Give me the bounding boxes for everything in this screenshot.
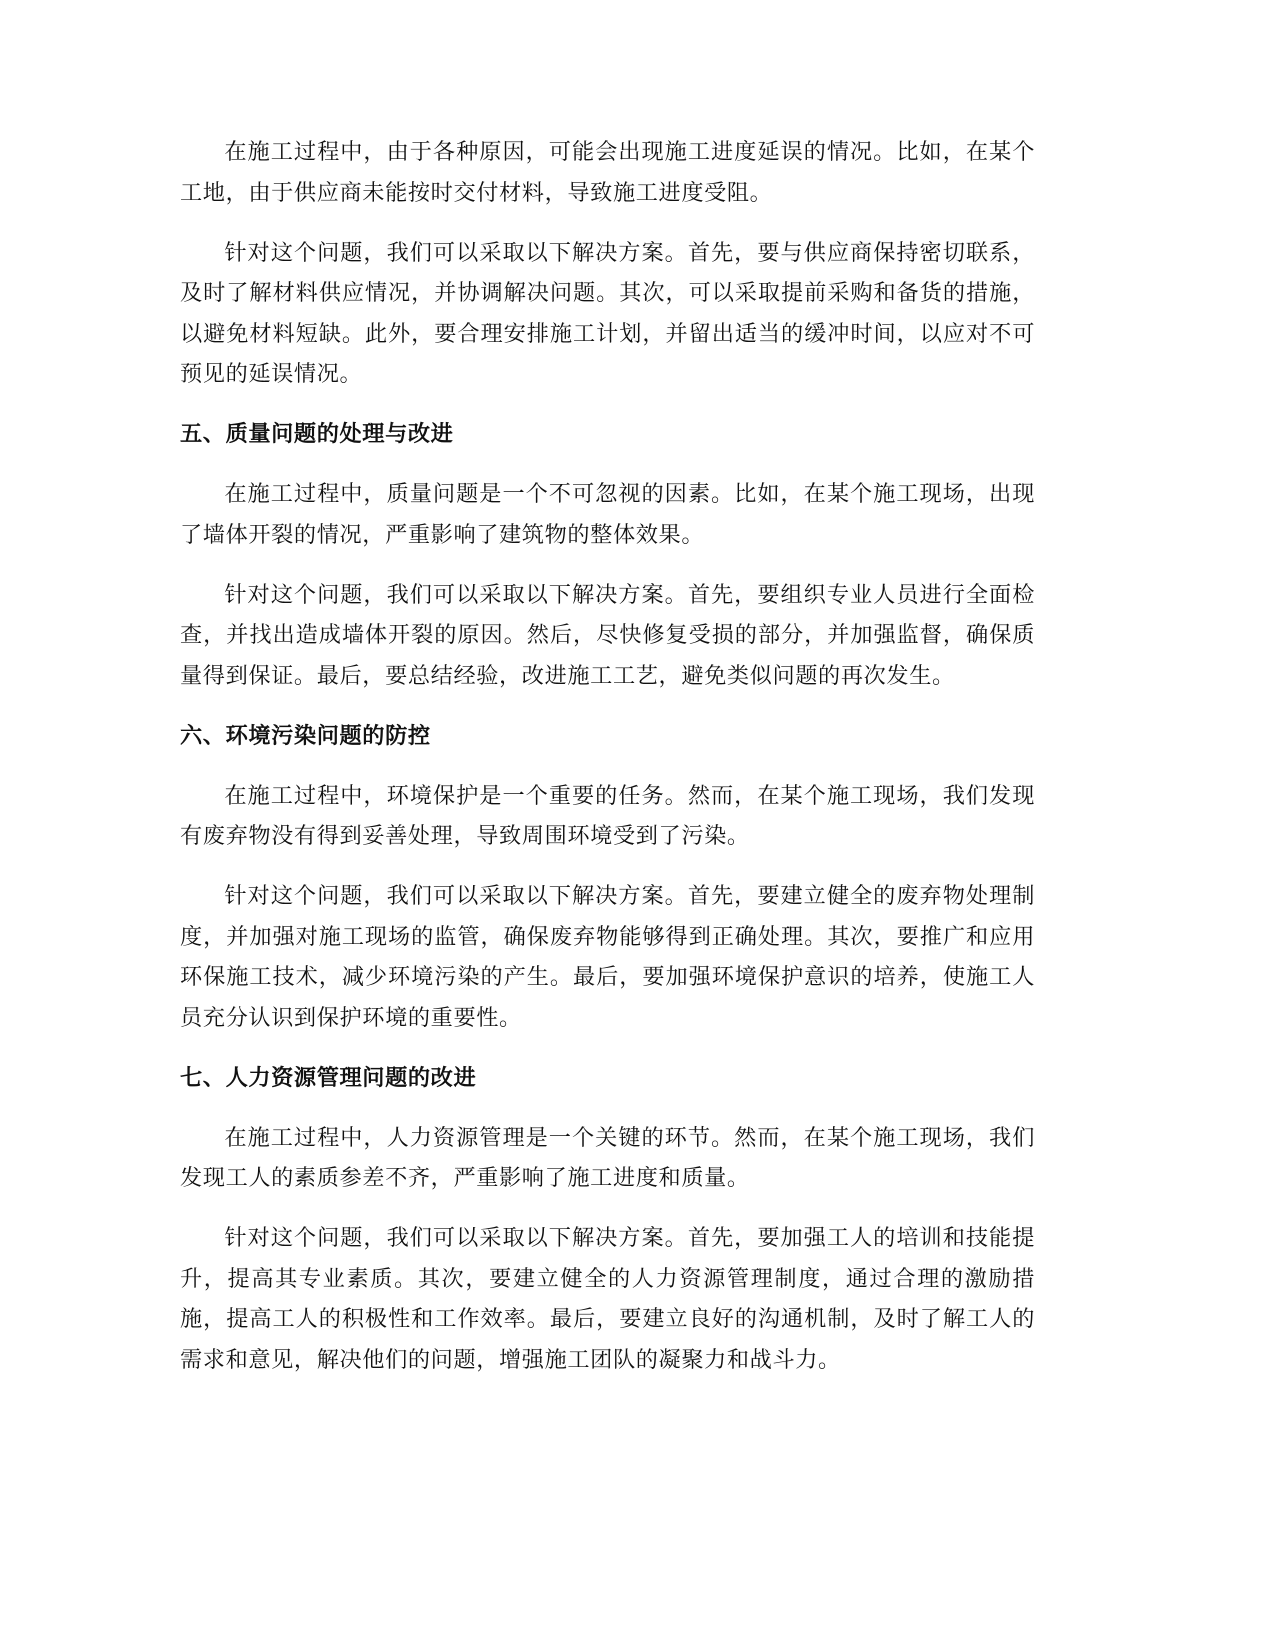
paragraph-schedule-delay: 在施工过程中，由于各种原因，可能会出现施工进度延误的情况。比如，在某个工地，由于供应商未能按时交付材料，导致施工进度受阻。	[180, 139, 1035, 206]
paragraph-environment-solution: 针对这个问题，我们可以采取以下解决方案。首先，要建立健全的废弃物处理制度，并加强对施工现场的监管，确保废弃物能够得到正确处理。其次，要推广和应用环保施工技术，减少环境污染的产生。最后，要加强环境保护意识的培养，使施工人员充分认识到保护环境的重要性。	[180, 883, 1035, 1031]
heading-human-resources: 七、人力资源管理问题的改进	[180, 1064, 477, 1091]
document-page	[180, 132, 1035, 1380]
paragraph-quality-problem: 在施工过程中，质量问题是一个不可忽视的因素。比如，在某个施工现场，出现了墙体开裂的情况，严重影响了建筑物的整体效果。	[180, 481, 1035, 548]
paragraph-environment-problem: 在施工过程中，环境保护是一个重要的任务。然而，在某个施工现场，我们发现有废弃物没有得到妥善处理，导致周围环境受到了污染。	[180, 782, 1035, 849]
heading-environment: 六、环境污染问题的防控	[180, 722, 431, 749]
paragraph-hr-problem: 在施工过程中，人力资源管理是一个关键的环节。然而，在某个施工现场，我们发现工人的素质参差不齐，严重影响了施工进度和质量。	[180, 1124, 1035, 1191]
paragraph-quality-solution: 针对这个问题，我们可以采取以下解决方案。首先，要组织专业人员进行全面检查，并找出造成墙体开裂的原因。然后，尽快修复受损的部分，并加强监督，确保质量得到保证。最后，要总结经验，改进施工工艺，避免类似问题的再次发生。	[180, 581, 1035, 689]
paragraph-schedule-solution: 针对这个问题，我们可以采取以下解决方案。首先，要与供应商保持密切联系，及时了解材料供应情况，并协调解决问题。其次，可以采取提前采购和备货的措施，以避免材料短缺。此外，要合理安排施工计划，并留出适当的缓冲时间，以应对不可预见的延误情况。	[180, 239, 1035, 387]
paragraph-hr-solution: 针对这个问题，我们可以采取以下解决方案。首先，要加强工人的培训和技能提升，提高其专业素质。其次，要建立健全的人力资源管理制度，通过合理的激励措施，提高工人的积极性和工作效率。最后，要建立良好的沟通机制，及时了解工人的需求和意见，解决他们的问题，增强施工团队的凝聚力和战斗力。	[180, 1225, 1035, 1373]
heading-quality: 五、质量问题的处理与改进	[180, 421, 454, 447]
